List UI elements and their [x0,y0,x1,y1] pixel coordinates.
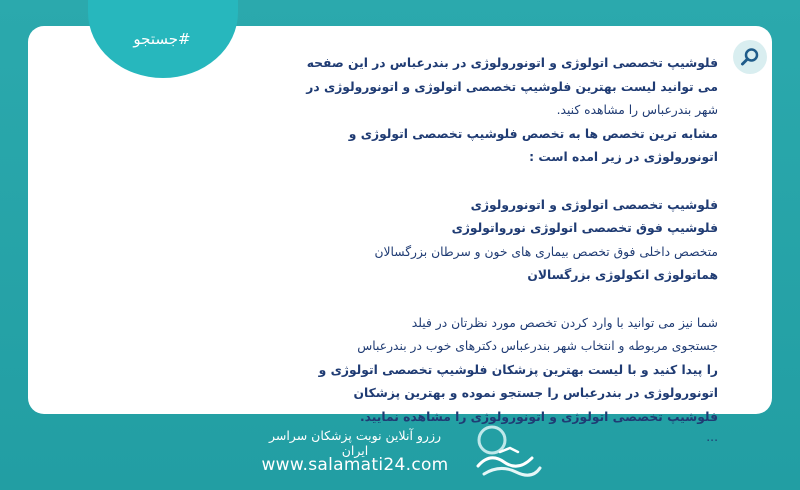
specialty-link[interactable]: متخصص داخلی فوق تخصص بیماری های خون و سرطان بزرگسالان [374,244,718,259]
specialty-link[interactable]: فلوشیپ تخصصی اتولوژی و اتونورولوژی [470,197,718,212]
article-body [28,52,718,444]
footer-tagline: رزرو آنلاین نوبت پزشکان سراسر ایران [268,428,442,458]
intro-line: شهر بندرعباس را مشاهده کنید. [556,103,718,118]
hashtag-label[interactable]: #جستجو [133,30,191,48]
search-button[interactable] [733,40,767,74]
search-icon [740,47,760,67]
outro-line: جستجوی مربوطه و انتخاب شهر بندرعباس دکترهای خوب در بندرعباس [357,339,718,354]
similar-heading-line: اتونورولوژی در زیر امده است : [529,150,718,165]
outro-line: فلوشیپ تخصصی اتولوژی و اتونورولوژی را مشاهده نمایید. [360,409,718,424]
footer-url[interactable]: www.salamati24.com [261,455,449,475]
salamati-logo-icon[interactable] [470,422,542,480]
outro-line: شما نیز می توانید با وارد کردن تخصص مورد نظرتان در فیلد [411,315,718,330]
intro-line: می توانید لیست بهترین فلوشیپ تخصصی اتولوژی و اتونورولوژی در [306,79,718,94]
ellipsis: ... [706,429,718,444]
specialty-link[interactable]: فلوشیپ فوق تخصصی اتولوژی نورواتولوژی [451,221,718,236]
intro-line: فلوشیپ تخصصی اتولوژی و اتونورولوژی در بندرعباس در این صفحه [306,56,718,70]
similar-heading-line: مشابه ترین تخصص ها به تخصص فلوشیپ تخصصی اتولوژی و [348,126,718,141]
specialty-link[interactable]: هماتولوژی انکولوژی بزرگسالان [527,268,718,283]
outro-line: را پیدا کنید و با لیست بهترین پزشکان فلوشیپ تخصصی اتولوژی و [318,362,718,377]
outro-line: اتونورولوژی در بندرعباس را جستجو نموده و بهترین پزشکان [353,386,718,401]
